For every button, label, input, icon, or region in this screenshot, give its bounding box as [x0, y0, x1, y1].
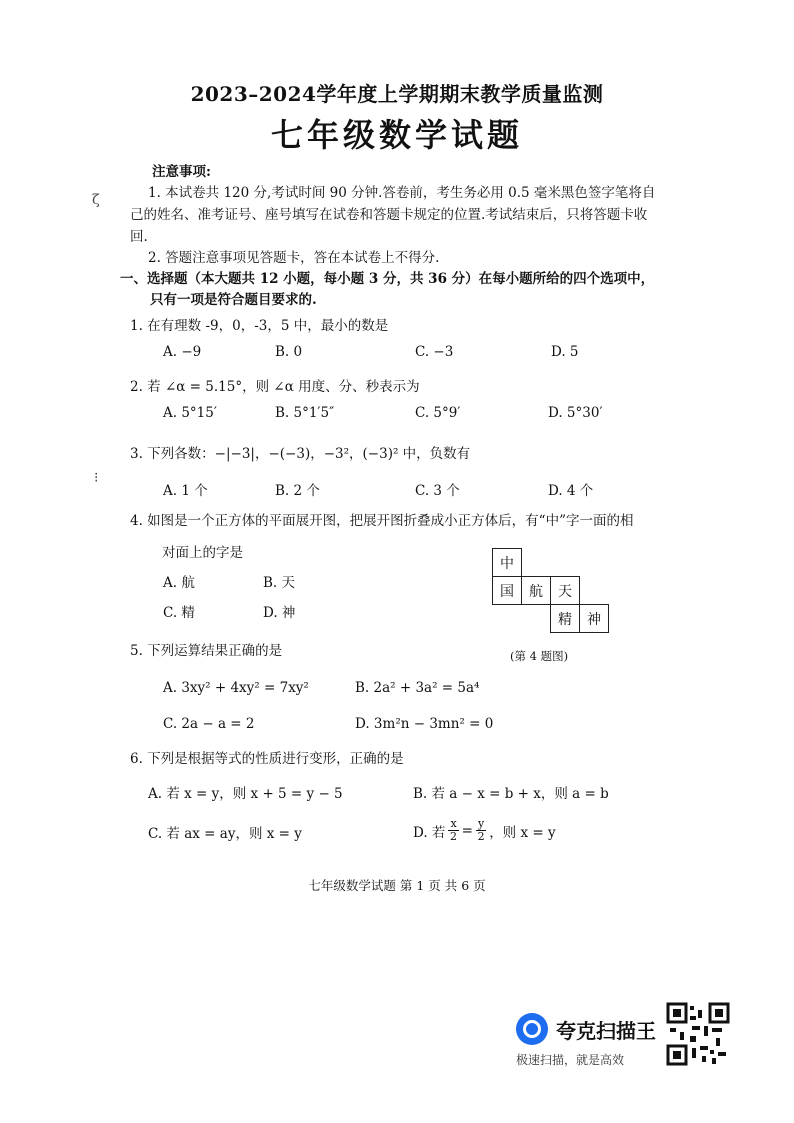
- q1-option-b: B. 0: [275, 344, 303, 360]
- note-1: 1. 本试卷共 120 分,考试时间 90 分钟.答卷前，考生务必用 0.5 毫米黑色签字笔将自: [148, 185, 656, 201]
- net-cell-tian: 天: [551, 577, 580, 605]
- net-cell-jing: 精: [551, 605, 580, 633]
- q2-option-a: A. 5°15′: [163, 405, 217, 421]
- qr-code-icon: [666, 1002, 730, 1066]
- question-4-cont: 对面上的字是: [162, 545, 243, 561]
- question-6: 6. 下列是根据等式的性质进行变形，正确的是: [130, 751, 404, 767]
- cube-net-figure: [492, 548, 609, 633]
- scanner-watermark: [516, 1013, 656, 1045]
- q1-option-a: A. −9: [163, 344, 202, 360]
- notes-heading: 注意事项:: [152, 164, 211, 180]
- section-1-instruction: 只有一项是符合题目要求的.: [150, 292, 317, 308]
- net-cell-shen: 神: [580, 605, 609, 633]
- q3-option-b: B. 2 个: [275, 483, 320, 499]
- page-title: 七年级数学试题: [270, 116, 523, 154]
- note-1-end: 回.: [130, 229, 148, 245]
- q5-option-d: D. 3m²n − 3mn² = 0: [355, 716, 494, 732]
- net-cell-zhong: 中: [493, 549, 522, 577]
- question-2: 2. 若 ∠α = 5.15°，则 ∠α 用度、分、秒表示为: [130, 379, 420, 395]
- q4-option-d: D. 神: [263, 605, 296, 621]
- q6-d-prefix: D. 若: [413, 824, 446, 841]
- q1-option-c: C. −3: [415, 344, 454, 360]
- scanner-logo-icon: [516, 1013, 548, 1045]
- section-1-heading: 一、选择题（本大题共 12 小题，每小题 3 分，共 36 分）在每小题所给的四个选项中，: [120, 271, 655, 287]
- q1-option-d: D. 5: [551, 344, 579, 360]
- question-4: 4. 如图是一个正方体的平面展开图，把展开图折叠成小正方体后，有“中”字一面的相: [130, 513, 634, 529]
- q6-option-a: A. 若 x = y，则 x + 5 = y − 5: [148, 786, 343, 802]
- q5-option-c: C. 2a − a = 2: [163, 716, 255, 732]
- q6-option-c: C. 若 ax = ay，则 x = y: [148, 826, 302, 842]
- q2-option-d: D. 5°30′: [548, 405, 603, 421]
- q4-option-b: B. 天: [263, 575, 296, 591]
- q2-option-c: C. 5°9′: [415, 405, 461, 421]
- question-3: 3. 下列各数：−|−3|，−(−3)，−3²，(−3)² 中，负数有: [130, 446, 471, 462]
- q4-option-c: C. 精: [163, 605, 195, 621]
- scanner-brand: 夸克扫描王: [556, 1018, 656, 1043]
- scan-mark: ζ: [92, 192, 100, 208]
- note-2: 2. 答题注意事项见答题卡，答在本试卷上不得分.: [148, 250, 440, 266]
- q2-option-b: B. 5°1′5″: [275, 405, 335, 421]
- q4-option-a: A. 航: [163, 575, 195, 591]
- q5-option-b: B. 2a² + 3a² = 5a⁴: [355, 680, 480, 696]
- note-1-cont: 己的姓名、准考证号、座号填写在试卷和答题卡规定的位置.考试结束后，只将答题卡收: [130, 207, 648, 223]
- figure-caption: (第 4 题图): [510, 649, 569, 663]
- fraction-x-over-2: $\frac{x}{2}$: [450, 817, 458, 843]
- scanner-slogan: 极速扫描，就是高效: [516, 1053, 625, 1067]
- question-1: 1. 在有理数 -9，0，-3，5 中，最小的数是: [130, 318, 389, 334]
- scan-mark: ⁝: [94, 470, 99, 486]
- q3-option-c: C. 3 个: [415, 483, 460, 499]
- q5-option-a: A. 3xy² + 4xy² = 7xy²: [163, 680, 309, 696]
- q3-option-d: D. 4 个: [548, 483, 594, 499]
- q6-d-suffix: ，则 x = y: [489, 824, 556, 841]
- q3-option-a: A. 1 个: [163, 483, 208, 499]
- net-cell-guo: 国: [493, 577, 522, 605]
- q6-option-d: D. 若 $\frac{x}{2}$ = $\frac{y}{2}$ ，则 x = y: [413, 817, 556, 843]
- net-cell-hang: 航: [522, 577, 551, 605]
- fraction-y-over-2: $\frac{y}{2}$: [477, 817, 485, 843]
- question-5: 5. 下列运算结果正确的是: [130, 643, 283, 659]
- exam-header: 2023–2024学年度上学期期末教学质量监测: [190, 82, 604, 106]
- q6-option-b: B. 若 a − x = b + x，则 a = b: [413, 786, 609, 802]
- page-footer: 七年级数学试题 第 1 页 共 6 页: [308, 878, 486, 893]
